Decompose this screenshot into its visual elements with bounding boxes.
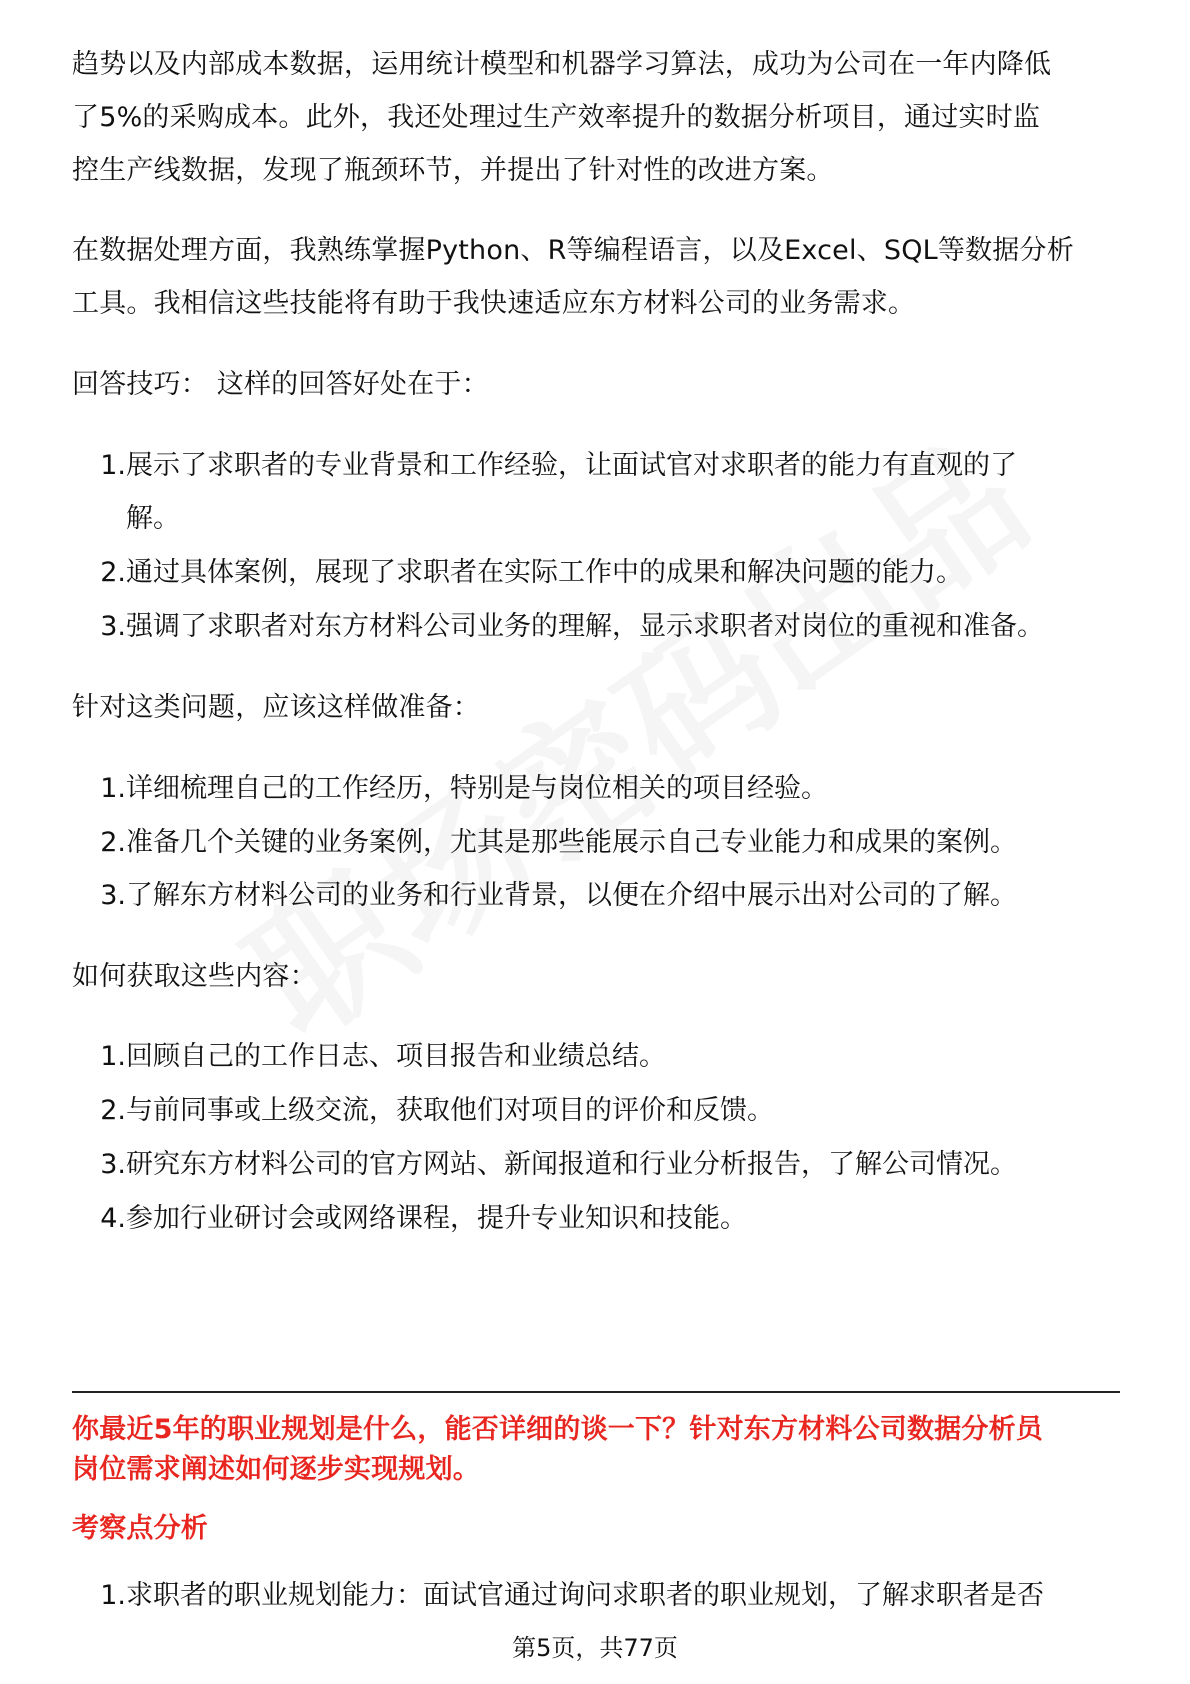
prep-heading: 针对这类问题，应该这样做准备：: [72, 692, 480, 723]
list-text-continuation: 解。: [126, 503, 180, 534]
list-number: 2.: [100, 827, 126, 858]
paragraph-line: 控生产线数据，发现了瓶颈环节，并提出了针对性的改进方案。: [72, 155, 834, 186]
list-number: 1.: [100, 450, 126, 481]
list-text: 回顾自己的工作日志、项目报告和业绩总结。: [126, 1041, 666, 1072]
question-title-line: 岗位需求阐述如何逐步实现规划。: [72, 1454, 480, 1485]
list-text: 参加行业研讨会或网络课程，提升专业知识和技能。: [126, 1203, 747, 1234]
section-divider: [72, 1391, 1120, 1393]
list-number: 3.: [100, 1149, 126, 1180]
list-number: 4.: [100, 1203, 126, 1234]
paragraph-line: 工具。我相信这些技能将有助于我快速适应东方材料公司的业务需求。: [72, 288, 916, 319]
list-item: [72, 609, 1044, 645]
list-number: 3.: [100, 880, 126, 911]
list-text: 求职者的职业规划能力：面试官通过询问求职者的职业规划，了解求职者是否: [126, 1580, 1044, 1611]
list-item: [72, 1147, 1017, 1183]
obtain-heading: 如何获取这些内容：: [72, 961, 317, 992]
page-footer: 第5页，共77页: [512, 1634, 678, 1662]
list-text: 通过具体案例，展现了求职者在实际工作中的成果和解决问题的能力。: [126, 557, 963, 588]
list-number: 1.: [100, 1580, 126, 1611]
analysis-heading: 考察点分析: [72, 1513, 208, 1544]
list-text: 了解东方材料公司的业务和行业背景，以便在介绍中展示出对公司的了解。: [126, 880, 1017, 911]
list-text: 与前同事或上级交流，获取他们对项目的评价和反馈。: [126, 1095, 774, 1126]
list-item: [72, 1201, 747, 1237]
list-text: 强调了求职者对东方材料公司业务的理解，显示求职者对岗位的重视和准备。: [126, 611, 1044, 642]
list-item: [72, 771, 828, 807]
list-number: 1.: [100, 1041, 126, 1072]
list-item: [72, 1039, 666, 1075]
list-number: 1.: [100, 773, 126, 804]
list-text: 详细梳理自己的工作经历，特别是与岗位相关的项目经验。: [126, 773, 828, 804]
list-number: 2.: [100, 1095, 126, 1126]
list-item: [72, 448, 1017, 484]
list-item: [72, 878, 1017, 914]
watermark: [200, 384, 1061, 1077]
paragraph-line: 趋势以及内部成本数据，运用统计模型和机器学习算法，成功为公司在一年内降低: [72, 49, 1052, 80]
paragraph-line: 在数据处理方面，我熟练掌握Python、R等编程语言，以及Excel、SQL等数据分析: [72, 235, 1074, 266]
list-item: [72, 825, 1017, 861]
list-number: 3.: [100, 611, 126, 642]
list-item: [72, 1578, 1044, 1614]
list-text: 研究东方材料公司的官方网站、新闻报道和行业分析报告，了解公司情况。: [126, 1149, 1017, 1180]
list-item: [72, 555, 963, 591]
question-title-line: 你最近5年的职业规划是什么，能否详细的谈一下？针对东方材料公司数据分析员: [72, 1414, 1043, 1445]
list-item: [72, 1093, 774, 1129]
list-number: 2.: [100, 557, 126, 588]
list-text: 展示了求职者的专业背景和工作经验，让面试官对求职者的能力有直观的了: [126, 450, 1017, 481]
list-text: 准备几个关键的业务案例，尤其是那些能展示自己专业能力和成果的案例。: [126, 827, 1017, 858]
tips-heading: 回答技巧： 这样的回答好处在于：: [72, 369, 489, 400]
paragraph-line: 了5%的采购成本。此外，我还处理过生产效率提升的数据分析项目，通过实时监: [72, 102, 1041, 133]
